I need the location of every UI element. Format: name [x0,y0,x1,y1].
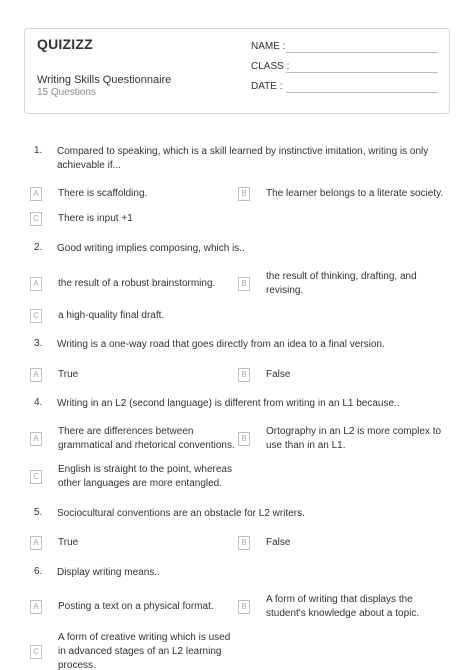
date-field[interactable] [286,92,438,93]
question-count: 15 Questions [37,87,96,98]
question-text: Good writing implies composing, which is.. [57,243,245,254]
option-text: False [266,537,291,548]
option-text: There is scaffolding. [58,188,148,199]
question-number: 4. [34,397,43,408]
option-letter-box[interactable]: B [238,536,250,550]
option-text: the result of thinking, drafting, and revising. [266,271,417,296]
option-letter-box[interactable]: A [30,187,42,201]
option-letter-box[interactable]: C [30,309,42,323]
question-number: 1. [34,145,43,156]
option-text: False [266,369,291,380]
question-text: Writing in an L2 (second language) is different from writing in an L1 because.. [57,398,400,409]
option-letter-box[interactable]: A [30,432,42,446]
option-letter-box[interactable]: A [30,368,42,382]
option-letter-box[interactable]: B [238,187,250,201]
option-letter-box[interactable]: B [238,368,250,382]
option-letter-box[interactable]: C [30,212,42,226]
option-letter-box[interactable]: B [238,432,250,446]
quizizz-logo: QUIZIZZ [37,36,93,52]
option-text: a high-quality final draft. [58,310,165,321]
option-letter-box[interactable]: A [30,277,42,291]
option-text: There is input +1 [58,213,133,224]
question-number: 2. [34,242,43,253]
option-text: the result of a robust brainstorming. [58,278,216,289]
option-text: Ortography in an L2 is more complex to use than in an L1. [266,426,442,451]
name-label: NAME : [251,41,286,52]
option-text: There are differences between grammatical and rhetorical conventions. [58,426,235,451]
worksheet-title: Writing Skills Questionnaire [37,74,172,86]
date-label: DATE : [251,81,283,92]
option-text: The learner belongs to a literate society. [266,188,444,199]
question-number: 6. [34,566,43,577]
class-field[interactable] [286,72,438,73]
option-letter-box[interactable]: A [30,536,42,550]
question-text: Writing is a one-way road that goes directly from an idea to a final version. [57,339,385,350]
option-text: A form of creative writing which is used in advanced stages of an L2 learning process. [58,632,231,670]
question-text: Display writing means.. [57,567,160,578]
question-number: 5. [34,507,43,518]
option-text: True [58,537,79,548]
option-letter-box[interactable]: C [30,645,42,659]
question-text: Compared to speaking, which is a skill learned by instinctive imitation, writing is only achievable if... [57,146,429,171]
option-letter-box[interactable]: C [30,470,42,484]
option-letter-box[interactable]: B [238,277,250,291]
name-field[interactable] [286,52,438,53]
option-text: English is straight to the point, whereas other languages are more entangled. [58,464,232,489]
option-text: Posting a text on a physical format. [58,601,214,612]
question-text: Sociocultural conventions are an obstacle for L2 writers. [57,508,305,519]
option-letter-box[interactable]: A [30,600,42,614]
class-label: CLASS : [251,61,290,72]
option-letter-box[interactable]: B [238,600,250,614]
question-number: 3. [34,338,43,349]
option-text: A form of writing that displays the student's knowledge about a topic. [266,594,420,619]
option-text: True [58,369,79,380]
